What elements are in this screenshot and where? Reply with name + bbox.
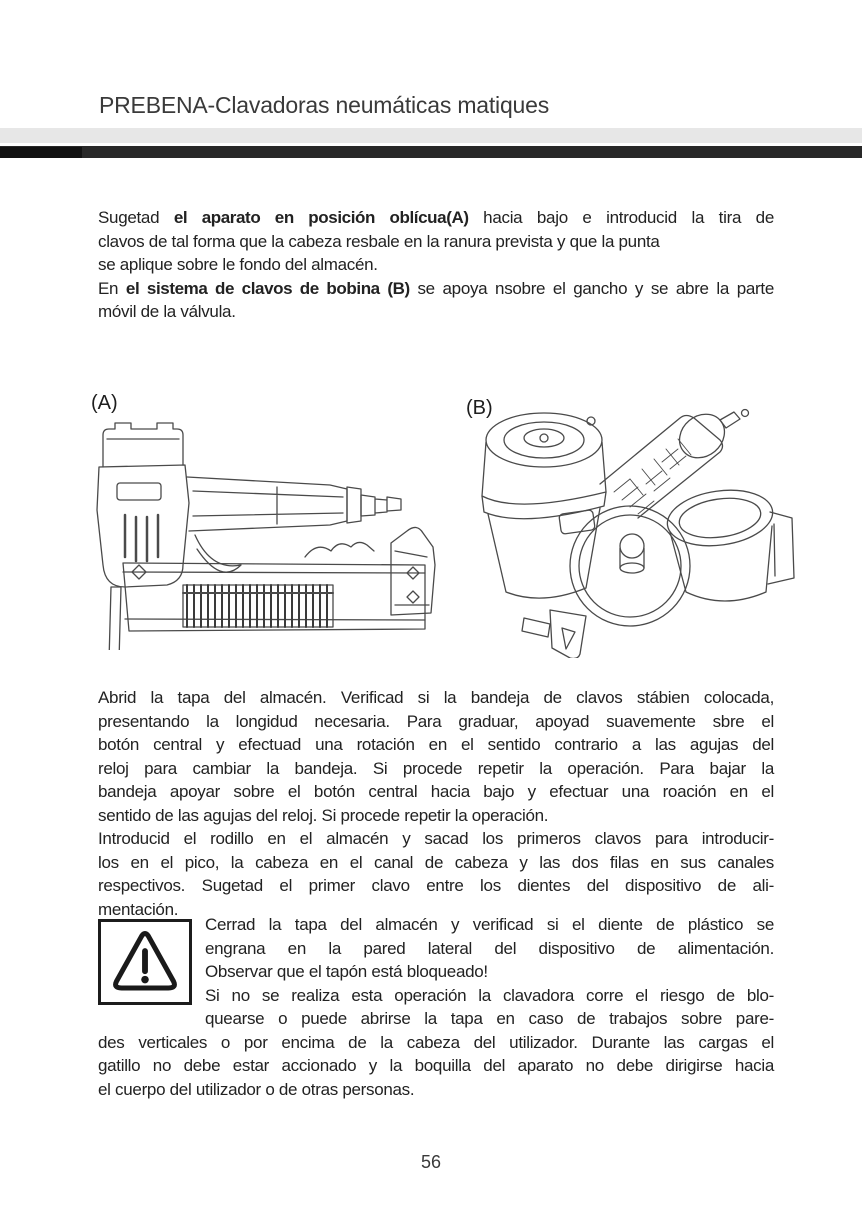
warning-line: des verticales o por encima de la cabeza del utilizador. Durante las cargas el [98, 1032, 774, 1052]
body-line: sentido de las agujas del reloj. Si procede repetir la operación. [98, 805, 549, 825]
intro-paragraph [98, 206, 774, 324]
intro-line: móvil de la válvula. [98, 302, 236, 321]
body-line: presentando la longidud necesaria. Para graduar, apoyad suavemente sbre el [98, 711, 774, 731]
figure-b-coil-nailer-illustration [462, 396, 797, 658]
figure-b-label: (B) [466, 397, 493, 419]
warning-line: Observar que el tapón está bloqueado! [205, 962, 488, 981]
coil-nailer-drawing [462, 396, 797, 658]
warning-line: el cuerpo del utilizador o de otras personas. [98, 1079, 415, 1099]
warning-triangle-icon [105, 926, 185, 998]
intro-line: se aplique sobre le fondo del almacén. [98, 255, 378, 274]
intro-line: clavos de tal forma que la cabeza resbale en la ranura prevista y que la punta [98, 231, 660, 251]
warning-line: gatillo no debe estar accionado y la boquilla del aparato no debe dirigirse hacia [98, 1056, 774, 1075]
intro-line [98, 206, 774, 230]
text-run-bold: el aparato en posición oblícua(A) [173, 208, 469, 227]
text-run-bold: el sistema de clavos de bobina (B) [125, 278, 410, 298]
text-run: se apoya nsobre el gancho y se abre la parte [409, 278, 775, 298]
warning-line: Cerrad la tapa del almacén y verificad si el diente de plástico se [205, 915, 774, 934]
body-line: mentación. [98, 899, 179, 919]
body-line: reloj para cambiar la bandeja. Si procede repetir la operación. Para bajar la [98, 758, 774, 778]
intro-line [98, 277, 774, 301]
body-line: Introducid el rodillo en el almacén y sacad los primeros clavos para introducir- [98, 829, 774, 848]
warning-line: engrana en la pared lateral del dispositivo de alimentación. [205, 938, 774, 958]
body-line: botón central y efectuad una rotación en el sentido contrario a las agujas del [98, 735, 774, 754]
warning-line: Si no se realiza esta operación la clavadora corre el riesgo de blo- [205, 985, 774, 1005]
loading-instructions-paragraph [98, 686, 774, 921]
strip-nailer-drawing [95, 415, 440, 650]
header-gray-band [0, 128, 862, 143]
page-number: 56 [420, 1152, 442, 1172]
warning-line: quearse o puede abrirse la tapa en caso de trabajos sobre pare- [205, 1009, 774, 1028]
warning-box [98, 919, 192, 1005]
warning-section [98, 913, 774, 1101]
text-run: hacia bajo e introducid la tira de [468, 208, 774, 227]
text-run: En [98, 278, 126, 298]
body-line: Abrid la tapa del almacén. Verificad si la bandeja de clavos stábien colocada, [98, 688, 774, 707]
body-line: los en el pico, la cabeza en el canal de cabeza y las dos filas en sus canales [98, 852, 774, 872]
figure-a-label: (A) [91, 392, 118, 414]
figure-a-strip-nailer-illustration [95, 415, 440, 650]
body-line: respectivos. Sugetad el primer clavo entre los dientes del dispositivo de ali- [98, 876, 774, 895]
page-title: PREBENA-Clavadoras neumáticas matiques [99, 92, 550, 118]
header-dark-bar-left-accent [0, 147, 82, 158]
header-dark-bar [0, 146, 862, 158]
body-line: bandeja apoyar sobre el botón central hacia bajo y efectuar una roación en el [98, 782, 774, 801]
text-run: Sugetad [98, 208, 174, 227]
